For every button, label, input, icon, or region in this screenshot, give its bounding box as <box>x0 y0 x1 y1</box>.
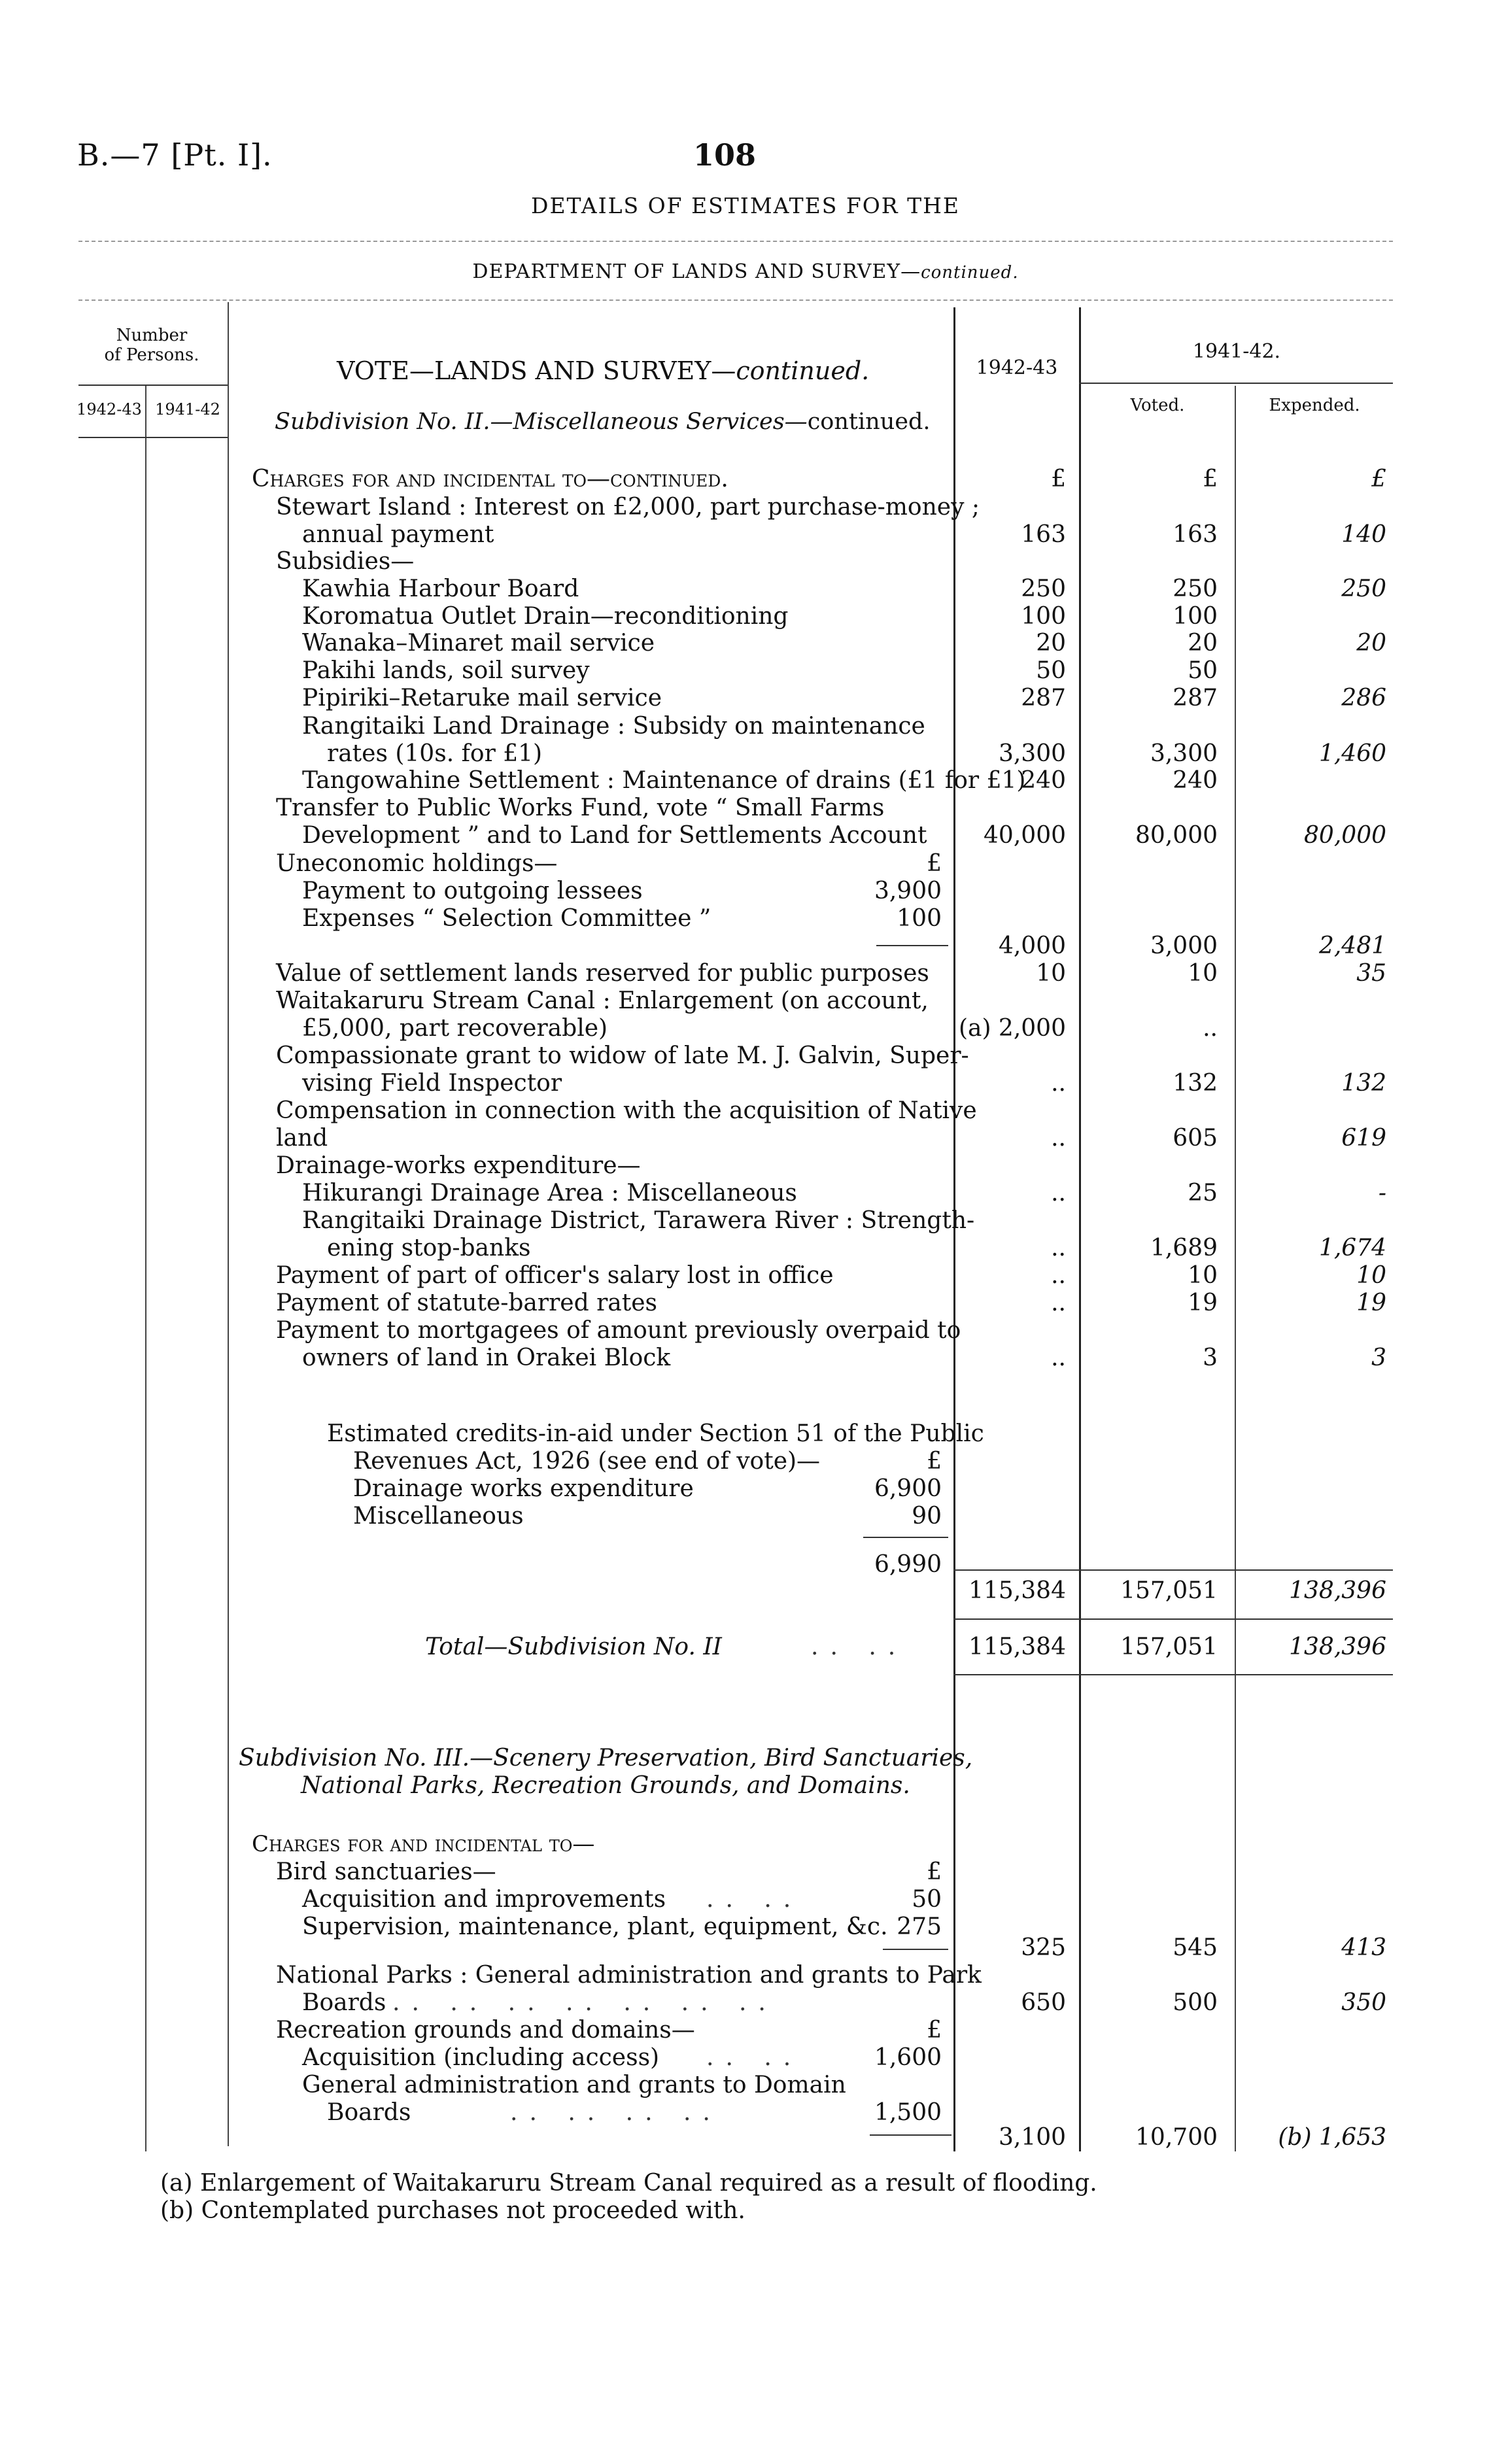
value-voted: 287 <box>1173 685 1218 711</box>
row-label: Tangowahine Settlement : Maintenance of drains (£1 for £1) <box>302 767 1026 794</box>
sub3-sup-value: 275 <box>897 1913 942 1940</box>
row-label: vising Field Inspector <box>302 1070 562 1097</box>
row-label: Payment to mortgagees of amount previously overpaid to <box>276 1317 961 1344</box>
row-label: Compassionate grant to widow of late M. J. Galvin, Super- <box>276 1042 969 1069</box>
sub3-rule <box>883 1949 948 1950</box>
sub3-bird-1942-43: 325 <box>1021 1934 1066 1961</box>
credits-misc-value: 90 <box>912 1503 942 1530</box>
value-voted: 50 <box>1188 657 1218 684</box>
table-row <box>0 1235 1491 1262</box>
row-label: Rangitaiki Drainage District, Tarawera River : Strength- <box>302 1207 975 1234</box>
row-label: Pipiriki–Retaruke mail service <box>302 685 662 711</box>
row-label: Expenses “ Selection Committee ” <box>302 905 711 932</box>
table-row <box>0 740 1491 768</box>
sub3-rec-pound: £ <box>927 2017 942 2044</box>
row-label: Payment of statute-barred rates <box>276 1290 658 1316</box>
value-expended: 250 <box>1341 575 1386 602</box>
row-label: ening stop-banks <box>327 1235 531 1261</box>
value-voted: 163 <box>1173 521 1218 548</box>
page-number: 108 <box>693 137 757 173</box>
sub3-rec-expended: (b) 1,653 <box>1278 2124 1386 2151</box>
table-row <box>0 630 1491 657</box>
value-1942-43: 3,300 <box>998 740 1066 767</box>
sub3-bird-pound: £ <box>927 1858 942 1885</box>
table-row <box>0 795 1491 822</box>
value-expended: 2,481 <box>1318 933 1386 959</box>
value-1942-43: £ <box>1051 466 1066 492</box>
table-row <box>0 494 1491 521</box>
page-title: DETAILS OF ESTIMATES FOR THE <box>531 193 960 218</box>
value-1942-43: .. <box>1051 1180 1066 1206</box>
col-voted: Voted. <box>1130 396 1185 415</box>
value-voted: 132 <box>1173 1070 1218 1097</box>
sub3-np-voted: 500 <box>1173 1989 1218 2016</box>
sub3-racq-value: 1,600 <box>874 2044 942 2071</box>
department-title: DEPARTMENT OF LANDS AND SURVEY—continued. <box>472 260 1019 283</box>
value-1942-43: .. <box>1051 1262 1066 1289</box>
table-row <box>0 933 1491 960</box>
credits-pound: £ <box>927 1448 942 1475</box>
header-rule <box>78 437 228 438</box>
row-label: Development ” and to Land for Settlements Account <box>302 822 927 849</box>
inner-amount: £ <box>927 850 942 877</box>
value-voted: 605 <box>1173 1125 1218 1152</box>
sub3-bird-expended: 413 <box>1341 1934 1386 1961</box>
sub3-bird: Bird sanctuaries— <box>276 1858 496 1885</box>
table-row <box>0 685 1491 712</box>
row-label: annual payment <box>302 521 494 548</box>
footnote-a: (a) Enlargement of Waitakaruru Stream Canal required as a result of flooding. <box>160 2170 1097 2197</box>
row-label: rates (10s. for £1) <box>327 740 543 767</box>
table-row <box>0 521 1491 549</box>
table-row <box>0 1042 1491 1070</box>
credits-line1: Estimated credits-in-aid under Section 51 of the Public <box>327 1420 984 1447</box>
value-expended: 140 <box>1341 521 1386 548</box>
persons-1942-43: 1942-43 <box>77 400 142 419</box>
value-expended: 20 <box>1356 630 1386 657</box>
sub3-np1: National Parks : General administration and grants to Park <box>276 1962 982 1989</box>
sub3-gen-value: 1,500 <box>874 2099 942 2126</box>
header-rule <box>78 385 228 386</box>
value-expended: 132 <box>1341 1070 1386 1097</box>
sub3-rec: Recreation grounds and domains— <box>276 2017 695 2044</box>
footnote-b: (b) Contemplated purchases not proceeded with. <box>160 2197 746 2224</box>
row-label: Transfer to Public Works Fund, vote “ Small Farms <box>276 795 885 821</box>
row-label: Subsidies— <box>276 548 415 575</box>
sub3-np-expended: 350 <box>1341 1989 1386 2016</box>
value-voted: .. <box>1203 1015 1218 1042</box>
vote-title: VOTE—LANDS AND SURVEY—continued. <box>337 356 870 385</box>
table-row <box>0 1262 1491 1290</box>
total-expended: 138,396 <box>1289 1634 1386 1660</box>
sub3-gen2: Boards <box>327 2099 411 2126</box>
document-reference: B.—7 [Pt. I]. <box>77 137 273 173</box>
row-label: Pakihi lands, soil survey <box>302 657 590 684</box>
total-rule <box>953 1674 1393 1675</box>
table-row <box>0 1344 1491 1372</box>
table-row <box>0 1317 1491 1344</box>
inner-amount: 3,900 <box>874 878 942 904</box>
subtotal-voted: 157,051 <box>1120 1577 1218 1604</box>
sub3-charges: Charges for and incidental to— <box>252 1831 595 1857</box>
sub3-rule <box>870 2134 951 2136</box>
value-1942-43: .. <box>1051 1344 1066 1371</box>
row-label: Wanaka–Minaret mail service <box>302 630 655 657</box>
row-label: Kawhia Harbour Board <box>302 575 579 602</box>
row-label: Value of settlement lands reserved for public purposes <box>276 960 929 987</box>
col-expended: Expended. <box>1269 396 1360 415</box>
row-label: land <box>276 1125 328 1152</box>
value-voted: 3,300 <box>1150 740 1218 767</box>
table-row <box>0 1152 1491 1180</box>
header-rule <box>1079 383 1393 384</box>
value-1942-43: (a) 2,000 <box>958 1015 1066 1042</box>
table-row <box>0 1207 1491 1235</box>
table-row <box>0 1180 1491 1207</box>
inner-amount: 100 <box>897 905 942 932</box>
persons-header: Number of Persons. <box>104 326 199 365</box>
value-1942-43: 4,000 <box>998 933 1066 959</box>
total-rule <box>953 1618 1393 1620</box>
sub3-gen1: General administration and grants to Domain <box>302 2072 846 2098</box>
value-voted: 1,689 <box>1150 1235 1218 1261</box>
value-1942-43: 10 <box>1036 960 1066 987</box>
table-row <box>0 548 1491 575</box>
total-label: Total—Subdivision No. II <box>425 1634 722 1660</box>
table-row <box>0 657 1491 685</box>
table-row <box>0 905 1491 933</box>
value-expended: 619 <box>1341 1125 1386 1152</box>
value-expended: £ <box>1371 466 1386 492</box>
value-voted: 20 <box>1188 630 1218 657</box>
leader-dots: .. .. .. .. .. .. .. <box>392 1989 778 2016</box>
sub3-rec-voted: 10,700 <box>1135 2124 1218 2151</box>
credits-drainage: Drainage works expenditure <box>353 1475 694 1502</box>
value-1942-43: 240 <box>1021 767 1066 794</box>
value-voted: 19 <box>1188 1290 1218 1316</box>
value-1942-43: 287 <box>1021 685 1066 711</box>
subtotal-rule <box>953 1569 1393 1571</box>
table-row <box>0 767 1491 795</box>
value-1942-43: .. <box>1051 1235 1066 1261</box>
credits-misc: Miscellaneous <box>353 1503 524 1530</box>
value-expended: - <box>1378 1180 1386 1206</box>
leader-dots: .. .. <box>706 2044 803 2071</box>
table-row <box>0 1290 1491 1317</box>
credits-drainage-value: 6,900 <box>874 1475 942 1502</box>
value-voted: 80,000 <box>1135 822 1218 849</box>
row-label: Koromatua Outlet Drain—reconditioning <box>302 603 789 630</box>
col-1941-42: 1941-42. <box>1192 340 1281 363</box>
table-row <box>0 603 1491 630</box>
col-1942-43: 1942-43 <box>976 356 1058 379</box>
divider <box>78 241 1393 242</box>
total-1942-43: 115,384 <box>968 1634 1066 1660</box>
persons-1941-42: 1941-42 <box>155 400 220 419</box>
sub3-title-line1: Subdivision No. III.—Scenery Preservation, Bird Sanctuaries, <box>239 1745 973 1771</box>
leader-dots: .. .. <box>706 1886 803 1913</box>
value-1942-43: .. <box>1051 1070 1066 1097</box>
table-row <box>0 466 1491 493</box>
value-voted: 25 <box>1188 1180 1218 1206</box>
table-row <box>0 1070 1491 1097</box>
subdivision-title: Subdivision No. II.—Miscellaneous Services—continued. <box>275 409 931 435</box>
value-expended: 3 <box>1371 1344 1386 1371</box>
sub3-np-1942-43: 650 <box>1021 1989 1066 2016</box>
table-row <box>0 987 1491 1015</box>
value-1942-43: 250 <box>1021 575 1066 602</box>
credits-rule <box>863 1537 948 1538</box>
row-label: Hikurangi Drainage Area : Miscellaneous <box>302 1180 797 1206</box>
value-voted: 100 <box>1173 603 1218 630</box>
value-expended: 35 <box>1356 960 1386 987</box>
sub3-np2: Boards <box>302 1989 386 2016</box>
value-1942-43: 100 <box>1021 603 1066 630</box>
row-label: Rangitaiki Land Drainage : Subsidy on maintenance <box>302 713 925 740</box>
table-row <box>0 713 1491 740</box>
value-voted: £ <box>1203 466 1218 492</box>
table-row <box>0 1015 1491 1042</box>
sub3-racq: Acquisition (including access) <box>302 2044 660 2071</box>
sub3-rec-1942-43: 3,100 <box>998 2124 1066 2151</box>
row-label: Stewart Island : Interest on £2,000, part purchase-money ; <box>276 494 980 521</box>
divider <box>78 299 1393 301</box>
value-voted: 250 <box>1173 575 1218 602</box>
table-row <box>0 575 1491 603</box>
credits-total: 6,990 <box>874 1551 942 1578</box>
sub3-sup: Supervision, maintenance, plant, equipment, &c. <box>302 1913 888 1940</box>
table-row <box>0 1097 1491 1125</box>
value-1942-43: 163 <box>1021 521 1066 548</box>
value-expended: 10 <box>1356 1262 1386 1289</box>
value-voted: 3,000 <box>1150 933 1218 959</box>
table-row <box>0 850 1491 878</box>
value-expended: 80,000 <box>1304 822 1386 849</box>
row-label: Payment of part of officer's salary lost in office <box>276 1262 834 1289</box>
row-label: Drainage-works expenditure— <box>276 1152 641 1179</box>
value-1942-43: .. <box>1051 1290 1066 1316</box>
leader-dots: .. .. .. .. <box>510 2099 722 2126</box>
table-row <box>0 960 1491 987</box>
row-label: Uneconomic holdings— <box>276 850 558 877</box>
table-row <box>0 822 1491 849</box>
row-label: Payment to outgoing lessees <box>302 878 643 904</box>
row-label: Charges for and incidental to—continued. <box>252 466 728 492</box>
leader-dots: .. .. <box>811 1634 908 1660</box>
value-voted: 10 <box>1188 960 1218 987</box>
value-voted: 10 <box>1188 1262 1218 1289</box>
table-row <box>0 1125 1491 1152</box>
value-voted: 240 <box>1173 767 1218 794</box>
value-expended: 1,674 <box>1318 1235 1386 1261</box>
value-expended: 286 <box>1341 685 1386 711</box>
sub3-acq: Acquisition and improvements <box>302 1886 666 1913</box>
row-label: Waitakaruru Stream Canal : Enlargement (on account, <box>276 987 929 1014</box>
sub3-bird-voted: 545 <box>1173 1934 1218 1961</box>
table-row <box>0 878 1491 905</box>
sub3-title-line2: National Parks, Recreation Grounds, and Domains. <box>301 1772 910 1799</box>
total-voted: 157,051 <box>1120 1634 1218 1660</box>
value-1942-43: 40,000 <box>984 822 1066 849</box>
row-label: £5,000, part recoverable) <box>302 1015 608 1042</box>
value-expended: 1,460 <box>1318 740 1386 767</box>
row-label: owners of land in Orakei Block <box>302 1344 671 1371</box>
subtotal-expended: 138,396 <box>1289 1577 1386 1604</box>
value-expended: 19 <box>1356 1290 1386 1316</box>
value-1942-43: 20 <box>1036 630 1066 657</box>
value-voted: 3 <box>1203 1344 1218 1371</box>
sub3-acq-value: 50 <box>912 1886 942 1913</box>
subtotal-rule <box>876 945 948 946</box>
value-1942-43: 50 <box>1036 657 1066 684</box>
credits-line2: Revenues Act, 1926 (see end of vote)— <box>353 1448 821 1475</box>
subtotal-1942-43: 115,384 <box>968 1577 1066 1604</box>
row-label: Compensation in connection with the acquisition of Native <box>276 1097 977 1124</box>
value-1942-43: .. <box>1051 1125 1066 1152</box>
